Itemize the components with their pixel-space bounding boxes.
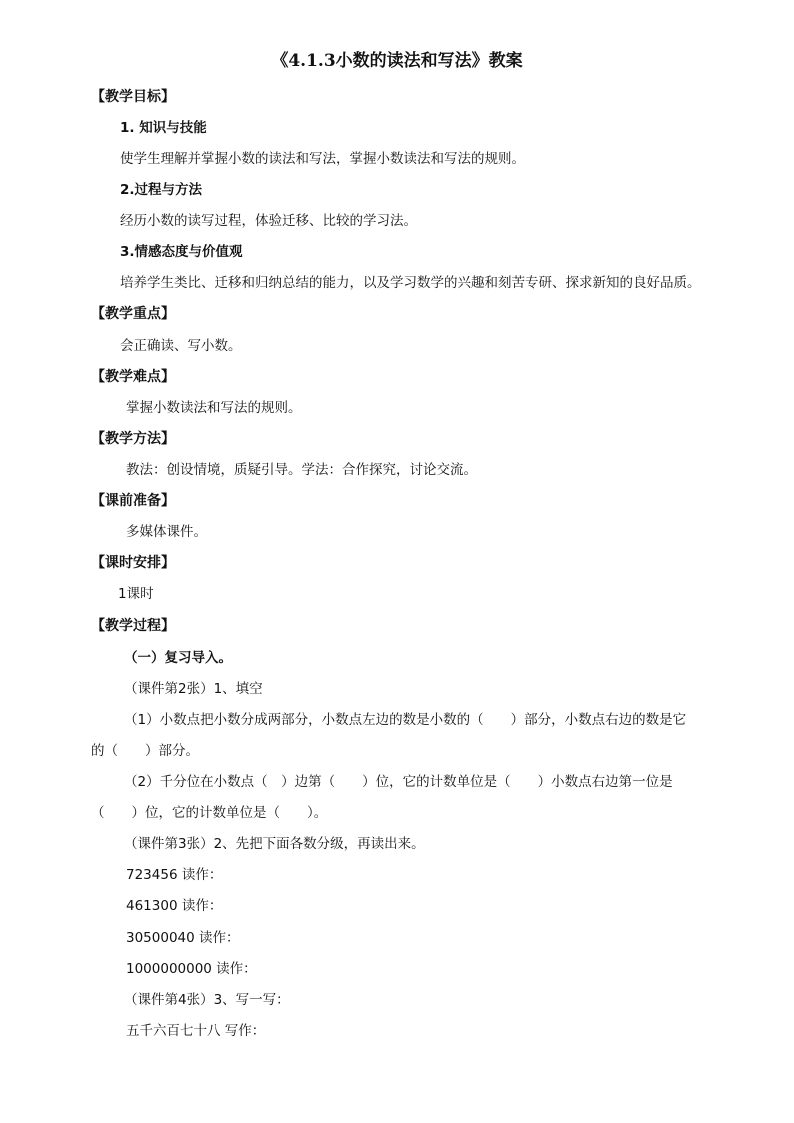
section-heading-methods: 【教学方法】 [91, 431, 175, 447]
paragraph: 培养学生类比、迁移和归纳总结的能力，以及学习数学的兴趣和刻苦专研、探求新知的良好品质。 [120, 275, 701, 291]
section-heading-objectives: 【教学目标】 [91, 89, 175, 105]
paragraph: （1）小数点把小数分成两部分，小数点左边的数是小数的（ ）部分，小数点右边的数是它 [124, 712, 687, 728]
subheading-attitude-values: 3.情感态度与价值观 [120, 244, 243, 260]
paragraph: （课件第2张）1、填空 [124, 681, 263, 697]
paragraph: 723456 读作： [126, 867, 223, 883]
section-heading-difficulties: 【教学难点】 [91, 369, 175, 385]
paragraph: 会正确读、写小数。 [120, 338, 242, 354]
document-title: 《4.1.3小数的读法和写法》教案 [271, 51, 523, 71]
paragraph: （课件第3张）2、先把下面各数分级，再读出来。 [124, 836, 425, 852]
subheading-review-intro: （一）复习导入。 [124, 650, 232, 666]
paragraph: 的（ ）部分。 [91, 743, 199, 759]
section-heading-key-points: 【教学重点】 [91, 306, 175, 322]
paragraph: 1000000000 读作： [126, 961, 257, 977]
paragraph: （ ）位，它的计数单位是（ ）。 [91, 805, 328, 821]
paragraph: 五千六百七十八 写作： [126, 1023, 266, 1039]
paragraph: 461300 读作： [126, 898, 223, 914]
paragraph: 多媒体课件。 [126, 524, 207, 540]
paragraph: （2）千分位在小数点（ ）边第（ ）位，它的计数单位是（ ）小数点右边第一位是 [124, 774, 673, 790]
paragraph: 掌握小数读法和写法的规则。 [126, 400, 302, 416]
paragraph: 30500040 读作： [126, 930, 240, 946]
section-heading-schedule: 【课时安排】 [91, 555, 175, 571]
paragraph: （课件第4张）3、写一写： [124, 992, 290, 1008]
section-heading-preparation: 【课前准备】 [91, 493, 175, 509]
paragraph: 1课时 [118, 586, 154, 602]
paragraph: 使学生理解并掌握小数的读法和写法，掌握小数读法和写法的规则。 [120, 151, 525, 167]
subheading-process-method: 2.过程与方法 [120, 182, 203, 198]
subheading-knowledge-skills: 1. 知识与技能 [120, 120, 207, 136]
section-heading-process: 【教学过程】 [91, 618, 175, 634]
paragraph: 经历小数的读写过程，体验迁移、比较的学习法。 [120, 213, 417, 229]
paragraph: 教法：创设情境，质疑引导。学法：合作探究，讨论交流。 [126, 462, 477, 478]
